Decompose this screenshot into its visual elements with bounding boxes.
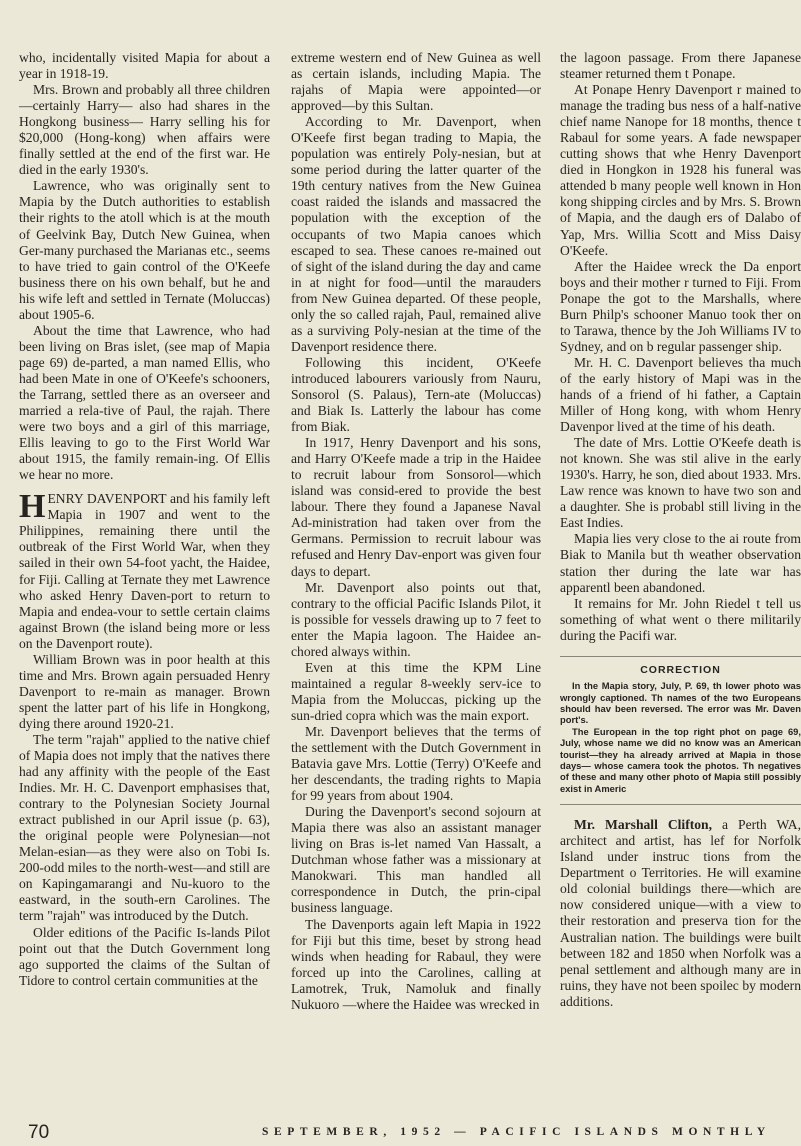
paragraph: Older editions of the Pacific Is-lands Pilot point out that the Dutch Government long ago supported the claims of the Sultan of Tidore to control certain communities at the [19, 924, 270, 988]
paragraph [560, 817, 801, 1010]
paragraph: Even at this time the KPM Line maintained a regular 8-weekly serv-ice to Mapia from the Moluccas, picking up the sun-dried copra which was the main export. [291, 659, 541, 723]
paragraph: Following this incident, O'Keefe introduced labourers variously from Nauru, Sonsorol (S. Palaus), Tern-ate (Moluccas) and Biak Is. Latterly the labour has come from Biak. [291, 354, 541, 435]
correction-paragraph: In the Mapia story, July, P. 69, th lower photo was wrongly captioned. Th names of the two Europeans should hav been reversed. The error was Mr. Daven port's. [560, 680, 801, 726]
running-head: SEPTEMBER, 1952 — PACIFIC ISLANDS MONTHLY [262, 1126, 771, 1138]
paragraph: Lawrence, who was originally sent to Mapia by the Dutch authorities to establish their rights to the atoll which is at the mouth of Geelvink Bay, Dutch New Guinea, when Ger-many purchased the Marianas etc., seems to have tried to gain control of the O'Keefe business there on his own behalf, but he and his wife left and settled in Ternate (Moluccas) about 1905-6. [19, 178, 270, 322]
paragraph: Mapia lies very close to the ai route from Biak to Manila but th weather observation station ther during the late war has apparentl been abandoned. [560, 531, 801, 595]
page-footer [28, 1122, 801, 1146]
paragraph: Mr. Davenport also points out that, contrary to the official Pacific Islands Pilot, it is possible for vessels drawing up to 7 feet to enter the Mapia lagoon. The Haidee an-chored always within. [291, 579, 541, 659]
correction-paragraph: The European in the top right phot on page 69, July, whose name we did no know was an American tourist—they ha already arrived at Mapia in those days— whose camera took the photos. Th negatives of these and many other photo of Mapia still possibly exist in Americ [560, 725, 801, 794]
clifton-text: a Perth WA, architect and artist, has lef for Norfolk Island under instruc tions from the Department o Territories. He will examine old colonial buildings there—which are now considered unique—with a view to their restoration and preserva tion for the Australian nation. The buildings were built between 182 and 1850 when Norfolk was a penal settlement and although many are in ruins, they have not been spoilec by modern additions. [560, 817, 801, 1009]
paragraph: the lagoon passage. From there Japanese steamer returned them t Ponape. [560, 50, 801, 82]
text-column-3 [560, 50, 801, 1010]
paragraph: During the Davenport's second sojourn at Mapia there was also an assistant manager living on Bras is-let named Van Hassalt, a Dutchman whose father was a missionary at Manokwari. This man handled all correspondence in Dutch, the prin-cipal business language. [291, 804, 541, 916]
paragraph: About the time that Lawrence, who had been living on Bras islet, (see map of Mapia page 69) de-parted, a man named Ellis, who had been Mate in one of O'Keefe's schooners, the Tarrang, settled there as an overseer and married a rela-tive of Paul, the rajah. There were two boys and a girl of this marriage, Ellis leaving to go to the First World War about 1915, the family remain-ing. Of Ellis we hear no more. [19, 322, 270, 483]
clifton-item [560, 817, 801, 1010]
paragraph: William Brown was in poor health at this time and Mrs. Brown again persuaded Henry Davenport to re-main as manager. Brown spent the latter part of his life in Hongkong, dying there around 1920-21. [19, 651, 270, 731]
text-column-1 [19, 50, 270, 989]
paragraph: The term "rajah" applied to the native chief of Mapia does not imply that the natives there had any affinity with the people of the East Indies. Mr. H. C. Davenport emphasises that, contrary to the Polynesian Society Journal extract published in our April issue (p. 63), the original people were Polynesian—not Melan-esian—as they were also on Tobi Is. 200-odd miles to the north-west—and still are on Kapingamarangi and Nu-kuoro to the eastward, in the south-ern Carolines. The term "rajah" was introduced by the Dutch. [19, 731, 270, 924]
paragraph: In 1917, Henry Davenport and his sons, and Harry O'Keefe made a trip in the Haidee to recruit labour from Sonsorol—which island was consid-ered to provide the best labour. There they found a Japanese Naval Ad-ministration had taken over from the Germans. Permission to recruit labour was refused and Henry Dav-enport was given four days to depart. [291, 435, 541, 579]
dropcap-paragraph [19, 488, 270, 651]
paragraph: The date of Mrs. Lottie O'Keefe death is not known. She was stil alive in the early 1930's. Harry, he son, died about 1933. Mrs. Law rence was known to have two son and a daughter. She is probabl still living in the East Indies. [560, 435, 801, 531]
paragraph: It remains for Mr. John Riedel t tell us something of what went o there militarily during the Pacifi war. [560, 595, 801, 643]
text-column-2 [291, 50, 541, 1013]
paragraph: Mr. H. C. Davenport believes tha much of the early history of Mapi was in the hands of a friend of hi father, a Captain Miller of Hong kong, with whom Henry Davenpor lived at the time of his death. [560, 354, 801, 435]
page-number: 70 [28, 1122, 50, 1143]
dropcap-paragraph-text: ENRY DAVENPORT and his family left Mapia in 1907 and went to the Philippines, remaining there until the outbreak of the First World War, when they sailed in their own 54-foot yacht, the Haidee, for Fiji. Calling at Ternate they met Lawrence who asked Henry Daven-port to return to Mapia and endea-vour to settle certain claims against Brown (the island being more or less on the Davenport route). [19, 491, 270, 651]
paragraph: who, incidentally visited Mapia for about a year in 1918-19. [19, 50, 270, 82]
paragraph: The Davenports again left Mapia in 1922 for Fiji but this time, beset by strong head winds when heading for Rabaul, they were forced up into the Carolines, calling at Lamotrek, Truk, Namoluk and finally Nukuoro —where the Haidee was wrecked in [291, 916, 541, 1012]
paragraph: Mr. Davenport believes that the terms of the settlement with the Dutch Government in Batavia gave Mrs. Lottie (Terry) O'Keefe and her descendants, the trading rights to Mapia for 99 years from about 1904. [291, 723, 541, 804]
correction-heading: CORRECTION [640, 663, 721, 676]
dropcap-letter: H [19, 488, 46, 526]
correction-box [560, 656, 801, 805]
clifton-name: Mr. Marshall Clifton, [574, 817, 713, 833]
paragraph: extreme western end of New Guinea as well as certain islands, including Mapia. The rajahs of Mapia were appointed—or approved—by this Sultan. [291, 50, 541, 114]
paragraph: At Ponape Henry Davenport r mained to manage the trading bus ness of a half-native chief name Nanope for 18 months, thence t Rabaul for some years. A fade newspaper cutting shows that whe Henry Davenport died in Hongkon in 1928 his funeral was attended b many people well known in Hon kong shipping circles and by Mrs. S. Brown of Mapia, and the daugh ers of Dalabo of Yap, Mrs. Willia Scott and Miss Daisy O'Keefe. [560, 82, 801, 258]
paragraph: Mrs. Brown and probably all three children—certainly Harry— also had shares in the Hongkong business— Harry selling his for $20,000 (Hong-kong) when affairs were finally settled at the end of the first war. He died in the early 1930's. [19, 82, 270, 178]
paragraph: After the Haidee wreck the Da enport boys and their mother r turned to Fiji. From Ponape the got to the Marshalls, where Burn Philp's schooner Manuo took ther on to Tarawa, thence by the Joh Williams IV to Sydney, and on b regular passenger ship. [560, 258, 801, 354]
paragraph: According to Mr. Davenport, when O'Keefe first began trading to Mapia, the population was entirely Poly-nesian, but at some period during the latter quarter of the 19th century natives from the New Guinea coast raided the islands and massacred the population with the exception of the occupants of two Mapia canoes which escaped to sea. These canoes re-mained out of sight of the island during the day and came in at night for food—until the marauders from New Guinea departed. Of these people, only the so called rajah, Paul, remained alive as a surviving Poly-nesian at the time of the Davenport residence there. [291, 114, 541, 354]
